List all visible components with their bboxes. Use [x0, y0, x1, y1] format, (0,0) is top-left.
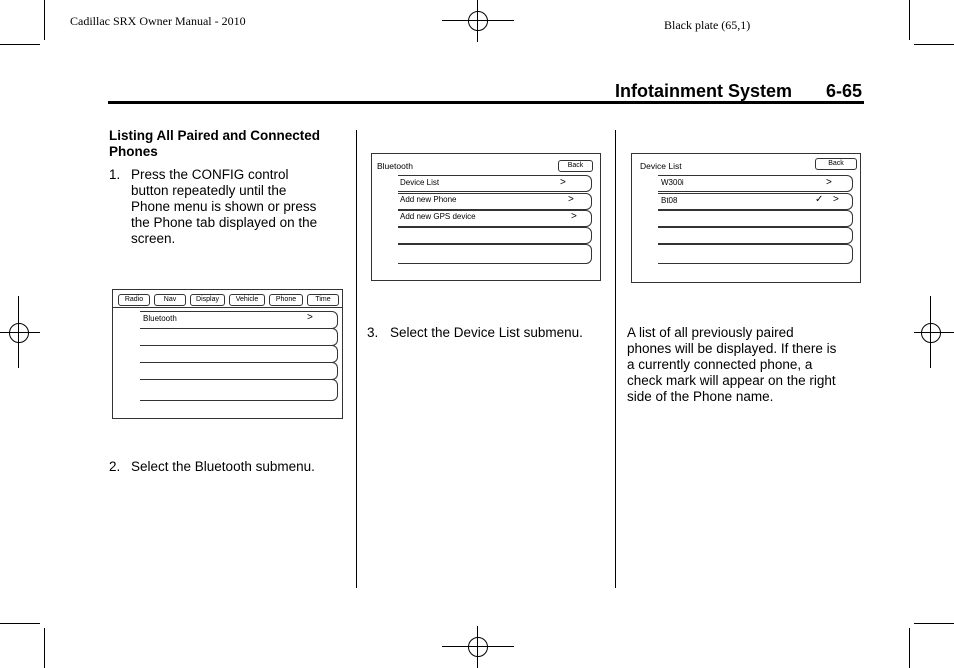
step-text	[131, 167, 351, 247]
tab-vehicle: Vehicle	[229, 294, 265, 306]
chevron-right-icon: >	[568, 194, 574, 205]
crop-mark	[0, 623, 40, 624]
section-heading-text: Listing All Paired and Connected Phones	[109, 128, 321, 159]
device-row-empty	[658, 210, 853, 227]
menu-row-empty	[140, 379, 338, 401]
page-number: 6-65	[826, 81, 863, 101]
tab-time: Time	[307, 294, 339, 306]
device-row-empty	[658, 244, 853, 264]
menu-row-empty	[140, 362, 338, 380]
checkmark-icon: ✓	[815, 194, 824, 205]
crop-mark	[909, 628, 910, 668]
crop-mark	[909, 0, 910, 40]
chevron-right-icon: >	[833, 194, 839, 205]
step-text: Select the Bluetooth submenu.	[131, 459, 315, 474]
section-title: Infotainment System	[615, 81, 793, 101]
menu-row-empty	[140, 328, 338, 346]
config-screen-figure	[112, 289, 343, 419]
step-number: 3.	[367, 325, 379, 340]
device-row-empty	[658, 227, 853, 244]
column-divider	[356, 130, 357, 588]
chevron-right-icon: >	[571, 211, 577, 222]
tab-phone: Phone	[269, 294, 303, 306]
device-list-description	[627, 325, 867, 405]
step-3	[367, 325, 609, 343]
step-2	[109, 459, 349, 477]
registration-mark-left	[0, 296, 40, 368]
step-number: 2.	[109, 459, 121, 474]
header-rule	[108, 101, 864, 104]
step-1	[109, 167, 349, 249]
back-button: Back	[558, 160, 593, 172]
chevron-right-icon: >	[560, 177, 566, 188]
device-list-screen-figure	[631, 153, 861, 283]
para-line: a currently connected phone, a	[627, 357, 813, 372]
menu-row-label: Add new GPS device	[400, 212, 476, 221]
tab-nav: Nav	[154, 294, 186, 306]
screen-title: Device List	[640, 161, 682, 171]
tab-display: Display	[190, 294, 225, 306]
step-line: button repeatedly until the	[131, 183, 287, 198]
chevron-right-icon: >	[826, 177, 832, 188]
registration-mark-right	[914, 296, 954, 368]
registration-mark-bottom	[442, 626, 514, 668]
crop-mark	[914, 623, 954, 624]
step-number: 1.	[109, 167, 121, 182]
crop-mark	[44, 0, 45, 40]
screen-title: Bluetooth	[377, 161, 413, 171]
para-line: A list of all previously paired	[627, 325, 794, 340]
menu-row-label: Bluetooth	[143, 314, 177, 323]
menu-row-label: Add new Phone	[400, 195, 457, 204]
plate-label: Black plate (65,1)	[664, 18, 751, 32]
menu-row-empty	[140, 345, 338, 363]
back-button: Back	[815, 158, 857, 170]
step-text: Select the Device List submenu.	[390, 325, 583, 340]
crop-mark	[44, 628, 45, 668]
tab-underline	[113, 307, 342, 308]
menu-row-empty	[398, 244, 592, 264]
chevron-right-icon: >	[307, 312, 313, 323]
manual-title: Cadillac SRX Owner Manual - 2010	[70, 14, 246, 28]
step-line: screen.	[131, 231, 176, 246]
registration-mark-top	[442, 0, 514, 42]
para-line: side of the Phone name.	[627, 389, 774, 404]
para-line: check mark will appear on the right	[627, 373, 836, 388]
menu-row-label: Device List	[400, 178, 440, 187]
menu-row-empty	[398, 227, 592, 244]
bluetooth-screen-figure	[371, 153, 601, 281]
para-line: phones will be displayed. If there is	[627, 341, 837, 356]
device-row-bt08	[658, 193, 853, 210]
device-name: Bt08	[661, 196, 678, 205]
device-name: W300i	[661, 178, 684, 187]
tab-radio: Radio	[118, 294, 150, 306]
column-divider	[615, 130, 616, 588]
step-line: Press the CONFIG control	[131, 167, 289, 182]
crop-mark	[914, 44, 954, 45]
section-heading	[109, 128, 349, 160]
step-line: the Phone tab displayed on the	[131, 215, 318, 230]
crop-mark	[0, 44, 40, 45]
device-row-w300i	[658, 175, 853, 192]
step-line: Phone menu is shown or press	[131, 199, 317, 214]
